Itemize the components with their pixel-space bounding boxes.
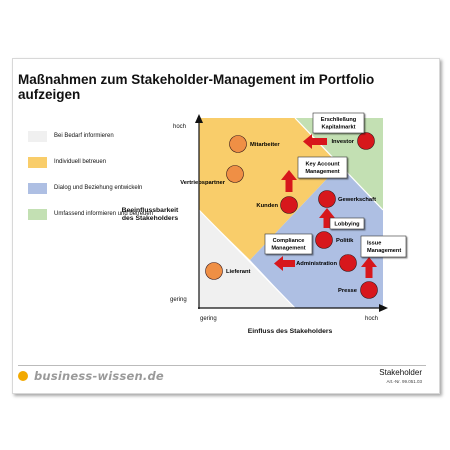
legend-label: Individuell betreuen bbox=[54, 159, 107, 165]
measure-issue-line-1: Issue bbox=[367, 240, 382, 247]
stakeholder-vertriebspartner-marker bbox=[227, 166, 244, 183]
measure-compliance-line-1: Compliance bbox=[272, 238, 305, 244]
title-line-2: aufzeigen bbox=[18, 87, 81, 102]
footer-topic-label: Stakeholder bbox=[379, 368, 422, 377]
legend-label: Bei Bedarf informieren bbox=[54, 133, 114, 139]
stakeholder-kunden-marker bbox=[281, 197, 298, 214]
measure-erschliessung-line-2: Kapitalmarkt bbox=[321, 124, 356, 131]
measure-box-key-account bbox=[298, 157, 347, 178]
stakeholder-lieferant-marker bbox=[206, 263, 223, 280]
stakeholder-presse-marker bbox=[361, 282, 378, 299]
x-axis-title: Einfluss des Stakeholders bbox=[247, 328, 333, 335]
stakeholder-mitarbeiter-marker bbox=[230, 136, 247, 153]
measure-box-compliance bbox=[265, 234, 312, 254]
measure-key-account-line-1: Key Account bbox=[305, 161, 340, 168]
y-axis-title-line-1: Beeinflussbarkeit bbox=[121, 207, 179, 214]
stakeholder-administration-marker bbox=[340, 255, 357, 272]
x-axis-high-label: hoch bbox=[365, 316, 379, 322]
measure-box-lobbying bbox=[330, 218, 364, 229]
measure-box-issue bbox=[361, 236, 406, 257]
stakeholder-label-politik: Politik bbox=[336, 238, 354, 244]
legend-label: Dialog und Beziehung entwickeln bbox=[54, 185, 143, 191]
title-line-1: Maßnahmen zum Stakeholder-Management im Portfolio bbox=[18, 72, 375, 87]
y-axis-title-line-2: des Stakeholders bbox=[121, 215, 179, 222]
stakeholder-label-gewerkschaft: Gewerkschaft bbox=[338, 197, 377, 203]
measure-box-erschliessung bbox=[313, 113, 364, 133]
measure-erschliessung-line-1: Erschließung bbox=[320, 117, 357, 123]
legend-label: Umfassend informieren und betreuen bbox=[54, 211, 154, 217]
measure-compliance-line-2: Management bbox=[271, 245, 306, 252]
stakeholder-label-administration: Administration bbox=[296, 261, 337, 267]
stakeholder-label-vertriebspartner: Vertriebspartner bbox=[180, 180, 225, 186]
stakeholder-label-presse: Presse bbox=[337, 288, 357, 294]
measure-issue-line-2: Management bbox=[367, 248, 402, 254]
x-axis-low-label: gering bbox=[200, 316, 217, 322]
logo-text: business-wissen.de bbox=[34, 369, 164, 383]
stakeholder-label-investor: Investor bbox=[331, 139, 354, 145]
stakeholder-politik-marker bbox=[316, 232, 333, 249]
footer-article-number: Art.-Nr. 99.051.03 bbox=[386, 379, 422, 384]
stakeholder-gewerkschaft-marker bbox=[319, 191, 336, 208]
stakeholder-investor-marker bbox=[358, 133, 375, 150]
y-axis-low-label: gering bbox=[170, 297, 187, 303]
stakeholder-label-kunden: Kunden bbox=[256, 203, 278, 209]
logo-dot-icon bbox=[18, 371, 28, 381]
y-axis-high-label: hoch bbox=[173, 124, 187, 130]
stakeholder-label-mitarbeiter: Mitarbeiter bbox=[250, 142, 280, 148]
measure-lobbying-line-1: Lobbying bbox=[334, 221, 360, 228]
measure-key-account-line-2: Management bbox=[305, 169, 340, 175]
x-axis-arrowhead bbox=[379, 304, 388, 312]
footer-divider bbox=[18, 365, 426, 366]
stakeholder-label-lieferant: Lieferant bbox=[226, 269, 251, 275]
